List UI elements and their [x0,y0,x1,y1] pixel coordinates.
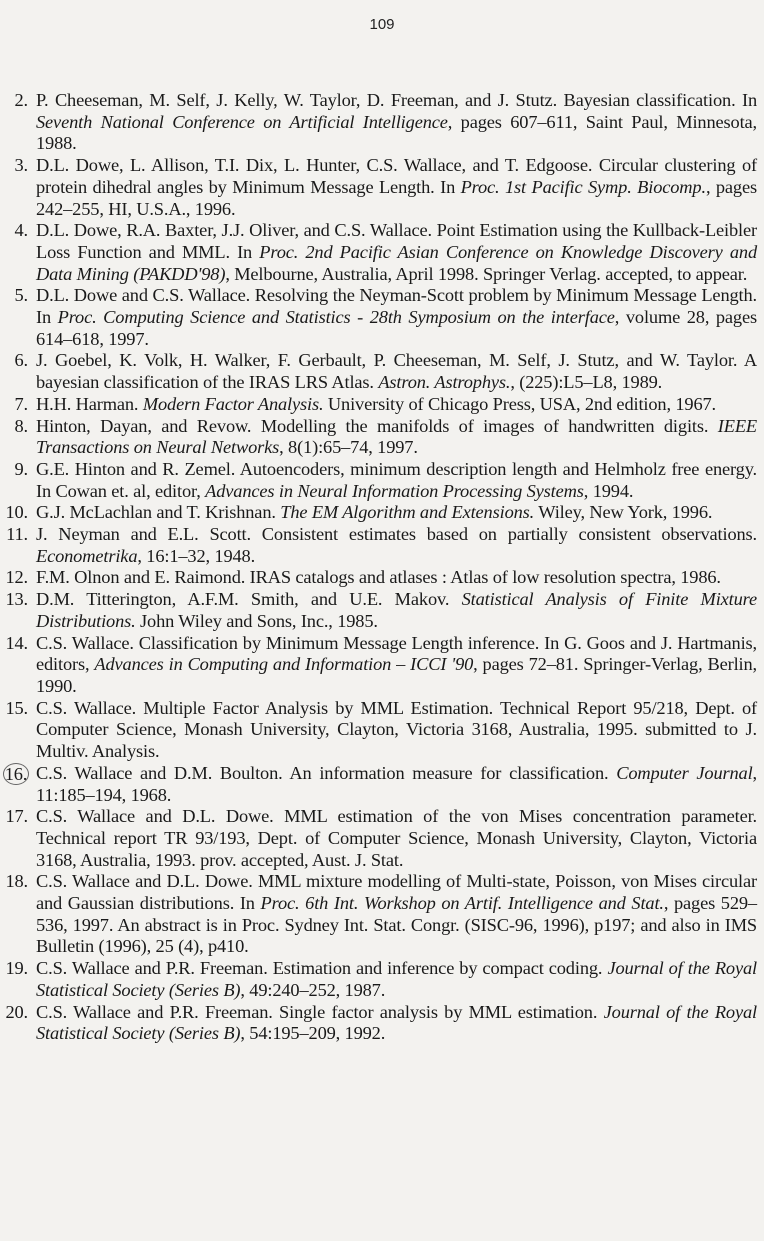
reference-number: 20. [5,1001,28,1022]
reference-number: 19. [5,958,28,979]
reference-text: , pages 242–255, HI, U.S.A., 1996. [36,176,757,219]
reference-number: 12. [5,567,28,588]
reference-text: G.J. McLachlan and T. Krishnan. [36,502,281,523]
reference-number: 8. [14,415,28,436]
reference-text: , pages 72–81. Springer-Verlag, Berlin, 1990. [36,654,757,696]
reference-italic-text: Econometrika [36,545,138,566]
reference-number: 3. [14,155,28,176]
reference-list [0,90,764,1045]
reference-italic-text: Journal of the Royal Statistical Society (Series B) [36,1001,757,1044]
reference-text: , 49:240–252, 1987. [240,979,386,1000]
reference-text: University of Chicago Press, USA, 2nd edition, 1967. [323,393,716,414]
reference-text: F.M. Olnon and E. Raimond. IRAS catalogs and atlases : Atlas of low resolution spectra, 1986. [36,567,721,588]
reference-text: C.S. Wallace and D.L. Dowe. MML estimation of the von Mises concentration parameter. Technical report TR 93/193, Dept. of Computer Science, Monash University, Clayton, Victoria 3168, Australia, 1993. prov. accepted, Aust. J. Stat. [36,806,757,870]
reference-text: C.S. Wallace and P.R. Freeman. Estimation and inference by compact coding. [36,958,608,979]
reference-item [0,220,764,285]
reference-number: 9. [14,458,28,479]
reference-number: 17. [5,806,28,827]
reference-text: C.S. Wallace. Multiple Factor Analysis by MML Estimation. Technical Report 95/218, Dept. of Computer Science, Monash University, Clayton, Victoria 3168, Australia, 1995. submitted to J. Multiv. Analysis. [36,697,757,762]
reference-item [0,394,764,416]
reference-text: , (225):L5–L8, 1989. [510,372,663,393]
reference-item [0,589,764,632]
reference-text: , volume 28, pages 614–618, 1997. [36,307,757,349]
reference-item [0,958,764,1001]
reference-text: J. Neyman and E.L. Scott. Consistent estimates based on partially consistent observations. [36,524,757,545]
reference-text: D.M. Titterington, A.F.M. Smith, and U.E. Makov. [36,589,462,610]
reference-number: 5. [14,285,28,306]
reference-item [0,524,764,567]
reference-italic-text: Astron. Astrophys. [378,372,511,393]
reference-item [0,806,764,871]
reference-number: 15. [5,697,28,718]
reference-italic-text: Proc. 1st Pacific Symp. Biocomp. [460,176,706,197]
reference-text: J. Goebel, K. Volk, H. Walker, F. Gerbault, P. Cheeseman, M. Self, J. Stutz, and W. Taylor. A bayesian classification of the IRAS LRS Atlas. [36,350,757,393]
reference-number: 11. [6,524,28,545]
reference-item [0,350,764,393]
reference-number: 18. [5,871,28,892]
reference-text: C.S. Wallace and D.L. Dowe. MML mixture modelling of Multi-state, Poisson, von Mises circular and Gaussian distributions. In [36,871,757,914]
reference-italic-text: Proc. Computing Science and Statistics - 28th Symposium on the interface [57,307,615,328]
reference-text: John Wiley and Sons, Inc., 1985. [135,610,378,631]
reference-number: 4. [14,220,28,241]
reference-italic-text: Journal of the Royal Statistical Society (Series B) [36,958,757,1000]
reference-text: , pages 529–536, 1997. An abstract is in Proc. Sydney Int. Stat. Congr. (SISC-96, 1996), p197; and also in IMS Bulletin (1996), 25 (4), p410. [36,893,757,957]
reference-text: H.H. Harman. [36,393,143,414]
reference-text: C.S. Wallace. Classification by Minimum Message Length inference. In G. Goos and J. Hartmanis, editors, [36,632,757,675]
reference-italic-text: The EM Algorithm and Extensions. [280,502,535,523]
reference-item [0,567,764,589]
reference-item [0,459,764,502]
reference-italic-text: Computer Journal [616,762,753,783]
reference-italic-text: Statistical Analysis of Finite Mixture Distributions. [36,589,758,631]
reference-item [0,155,764,220]
reference-text: D.L. Dowe, R.A. Baxter, J.J. Oliver, and C.S. Wallace. Point Estimation using the Kullback-Leibler Loss Function and MML. In [36,220,757,262]
reference-item [0,871,764,958]
reference-italic-text: Seventh National Conference on Artificial Intelligence [36,111,448,132]
reference-italic-text: Advances in Neural Information Processing Systems [205,480,584,501]
reference-number: 14. [5,632,28,653]
reference-text: Hinton, Dayan, and Revow. Modelling the manifolds of images of handwritten digits. [36,415,718,436]
reference-text: , 11:185–194, 1968. [36,762,757,805]
reference-item [0,1002,764,1045]
reference-italic-text: IEEE Transactions on Neural Networks [36,415,757,458]
reference-item [0,285,764,350]
reference-item [0,416,764,459]
reference-number: 10. [5,502,28,523]
reference-italic-text: Advances in Computing and Information – ICCI '90 [94,654,474,675]
reference-italic-text: Proc. 6th Int. Workshop on Artif. Intelligence and Stat. [260,893,664,914]
reference-text: D.L. Dowe, L. Allison, T.I. Dix, L. Hunter, C.S. Wallace, and T. Edgoose. Circular clustering of protein dihedral angles by Minimum Message Length. In [36,155,757,197]
reference-italic-text: Proc. 2nd Pacific Asian Conference on Knowledge Discovery and Data Mining (PAKDD'98) [36,241,757,284]
reference-text: , 16:1–32, 1948. [137,545,256,566]
reference-italic-text: Modern Factor Analysis. [142,393,324,414]
reference-item [0,502,764,524]
reference-number: 6. [14,350,28,371]
reference-number: 7. [14,393,28,414]
reference-text: , pages 607–611, Saint Paul, Minnesota, 1988. [36,111,757,154]
reference-item [0,633,764,698]
reference-text: P. Cheeseman, M. Self, J. Kelly, W. Taylor, D. Freeman, and J. Stutz. Bayesian classification. In [36,90,757,110]
page-number: 109 [369,16,395,33]
reference-item [0,90,764,155]
reference-text: G.E. Hinton and R. Zemel. Autoencoders, minimum description length and Helmholz free energy. In Cowan et. al, editor, [36,458,757,501]
reference-text: , 54:195–209, 1992. [240,1023,386,1044]
reference-text: , 1994. [583,480,634,501]
reference-number-circled: 16. [4,763,28,784]
reference-text: C.S. Wallace and P.R. Freeman. Single factor analysis by MML estimation. [36,1001,604,1022]
reference-number: 2. [14,90,28,110]
reference-text: C.S. Wallace and D.M. Boulton. An information measure for classification. [36,762,617,783]
reference-item [0,763,764,806]
reference-text: Wiley, New York, 1996. [534,502,713,523]
reference-item [0,698,764,763]
reference-number: 13. [5,589,28,610]
reference-text: , 8(1):65–74, 1997. [279,437,418,458]
reference-text: , Melbourne, Australia, April 1998. Springer Verlag. accepted, to appear. [225,263,748,284]
reference-text: D.L. Dowe and C.S. Wallace. Resolving the Neyman-Scott problem by Minimum Message Length. In [36,285,757,328]
